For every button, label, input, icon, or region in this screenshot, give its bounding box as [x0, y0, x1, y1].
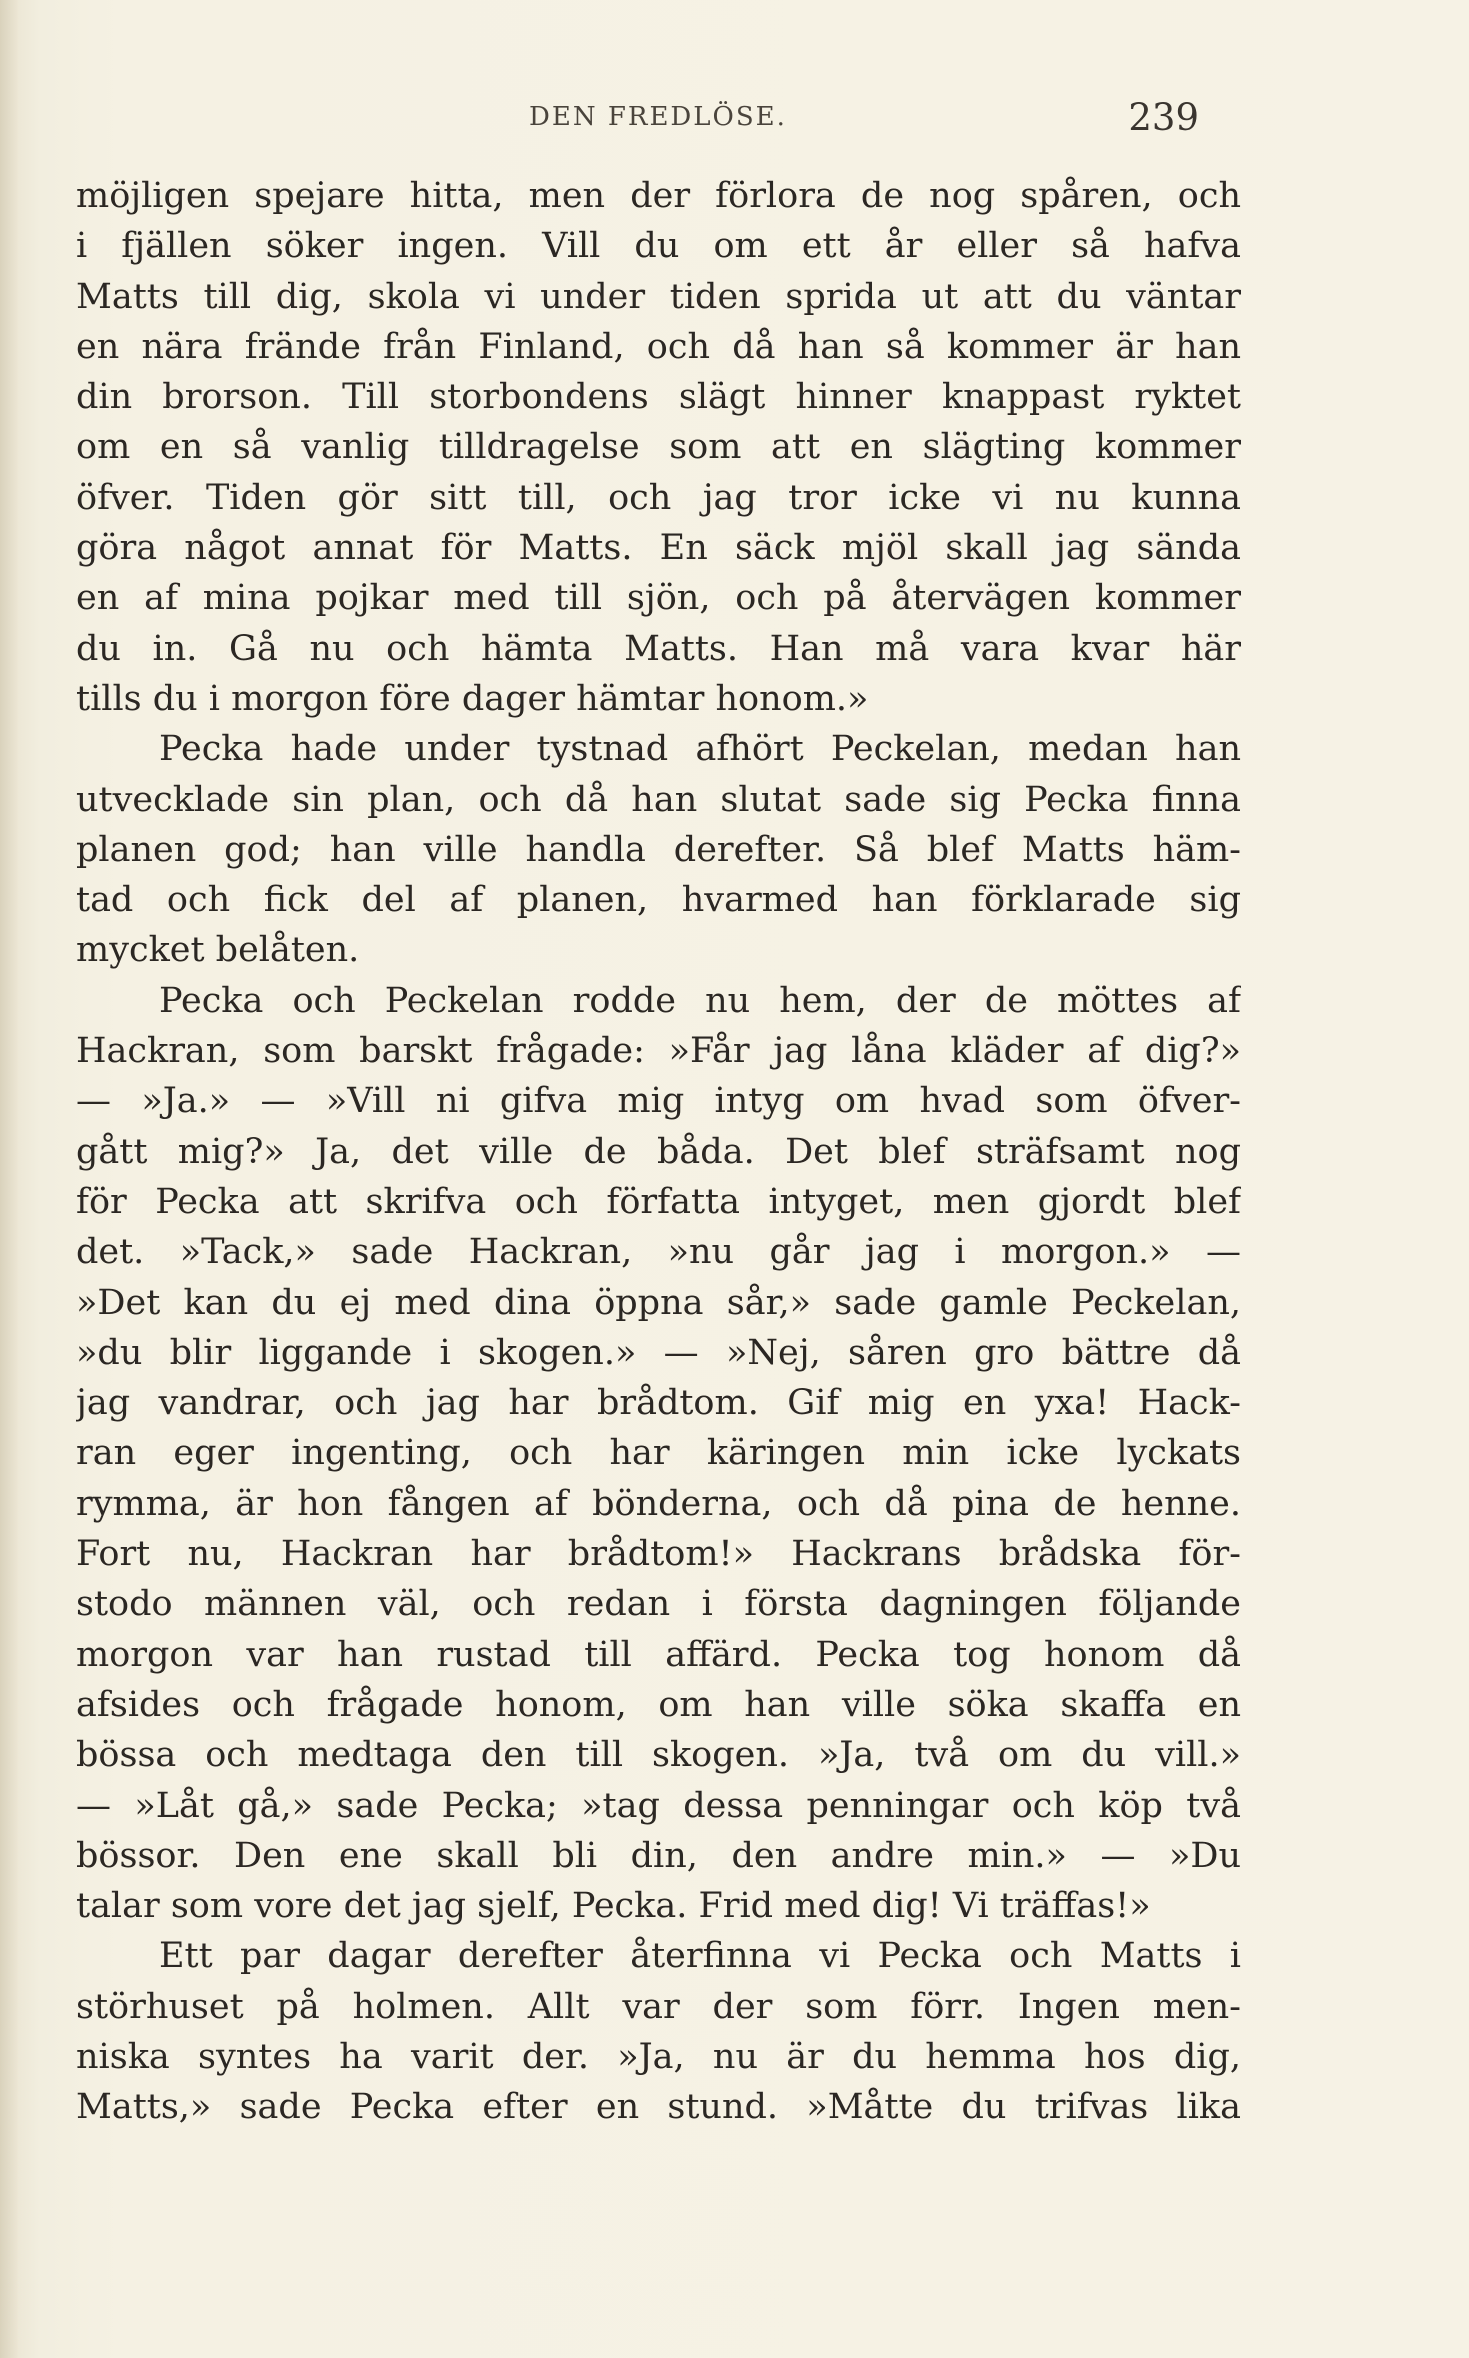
text-line: tad och fick del af planen, hvarmed han förklarade sig	[76, 880, 1241, 921]
paragraph-first-line: Pecka och Peckelan rodde nu hem, der de möttes af	[159, 980, 1241, 1021]
page-header	[76, 96, 1241, 146]
text-line: du in. Gå nu och hämta Matts. Han må vara kvar här	[76, 628, 1241, 669]
text-line: det. »Tack,» sade Hackran, »nu går jag i morgon.» —	[76, 1232, 1241, 1273]
text-line: för Pecka att skrifva och författa intyget, men gjordt blef	[76, 1181, 1241, 1222]
text-line: »du blir liggande i skogen.» — »Nej, såren gro bättre då	[76, 1332, 1241, 1373]
text-line: en af mina pojkar med till sjön, och på återvägen kommer	[76, 578, 1241, 619]
text-line: göra något annat för Matts. En säck mjöl skall jag sända	[76, 528, 1241, 569]
text-line: en nära frände från Finland, och då han så kommer är han	[76, 326, 1241, 367]
text-line: stodo männen väl, och redan i första dagningen följande	[76, 1584, 1241, 1625]
text-line: tills du i morgon före dager hämtar honom.»	[76, 678, 869, 719]
text-line: Matts,» sade Pecka efter en stund. »Måtte du trifvas lika	[76, 2087, 1241, 2128]
page-number: 239	[1128, 96, 1199, 139]
text-line: planen god; han ville handla derefter. Så blef Matts häm-	[76, 829, 1241, 870]
text-line: möjligen spejare hitta, men der förlora de nog spåren, och	[76, 176, 1241, 216]
text-line: talar som vore det jag sjelf, Pecka. Frid med dig! Vi träffas!»	[76, 1886, 1151, 1927]
text-line: morgon var han rustad till affärd. Pecka tog honom då	[76, 1634, 1241, 1675]
text-line: — »Ja.» — »Vill ni gifva mig intyg om hvad som öfver-	[76, 1081, 1241, 1122]
paragraph-first-line: Pecka hade under tystnad afhört Peckelan, medan han	[159, 729, 1241, 770]
text-line: Hackran, som barskt frågade: »Får jag låna kläder af dig?»	[76, 1031, 1241, 1072]
text-line: ran eger ingenting, och har käringen min icke lyckats	[76, 1433, 1241, 1474]
text-line: i fjällen söker ingen. Vill du om ett år eller så hafva	[76, 226, 1241, 267]
text-line: — »Låt gå,» sade Pecka; »tag dessa penningar och köp två	[76, 1785, 1241, 1826]
text-line: din brorson. Till storbondens slägt hinner knappast ryktet	[76, 377, 1241, 418]
text-line: »Det kan du ej med dina öppna sår,» sade gamle Peckelan,	[76, 1282, 1241, 1323]
body-text	[76, 171, 1241, 2133]
text-line: störhuset på holmen. Allt var der som förr. Ingen men-	[76, 1986, 1241, 2027]
text-line: Fort nu, Hackran har brådtom!» Hackrans brådska för-	[76, 1534, 1241, 1575]
text-line: öfver. Tiden gör sitt till, och jag tror icke vi nu kunna	[76, 477, 1241, 518]
text-line: niska syntes ha varit der. »Ja, nu är du hemma hos dig,	[76, 2036, 1241, 2077]
text-line: gått mig?» Ja, det ville de båda. Det blef sträfsamt nog	[76, 1131, 1241, 1172]
paragraph-first-line: Ett par dagar derefter återfinna vi Pecka och Matts i	[159, 1936, 1241, 1977]
text-line: utvecklade sin plan, och då han slutat sade sig Pecka finna	[76, 779, 1241, 820]
text-line: mycket belåten.	[76, 930, 360, 971]
running-head: DEN FREDLÖSE.	[529, 102, 787, 132]
text-line: bössor. Den ene skall bli din, den andre min.» — »Du	[76, 1835, 1241, 1876]
text-line: bössa och medtaga den till skogen. »Ja, två om du vill.»	[76, 1735, 1241, 1776]
text-line: Matts till dig, skola vi under tiden sprida ut att du väntar	[76, 276, 1241, 317]
binding-edge	[0, 0, 18, 2358]
text-line: om en så vanlig tilldragelse som att en slägting kommer	[76, 427, 1241, 468]
text-line: afsides och frågade honom, om han ville söka skaffa en	[76, 1684, 1241, 1725]
text-line: rymma, är hon fången af bönderna, och då pina de henne.	[76, 1483, 1241, 1524]
text-line: jag vandrar, och jag har brådtom. Gif mig en yxa! Hack-	[76, 1383, 1241, 1424]
